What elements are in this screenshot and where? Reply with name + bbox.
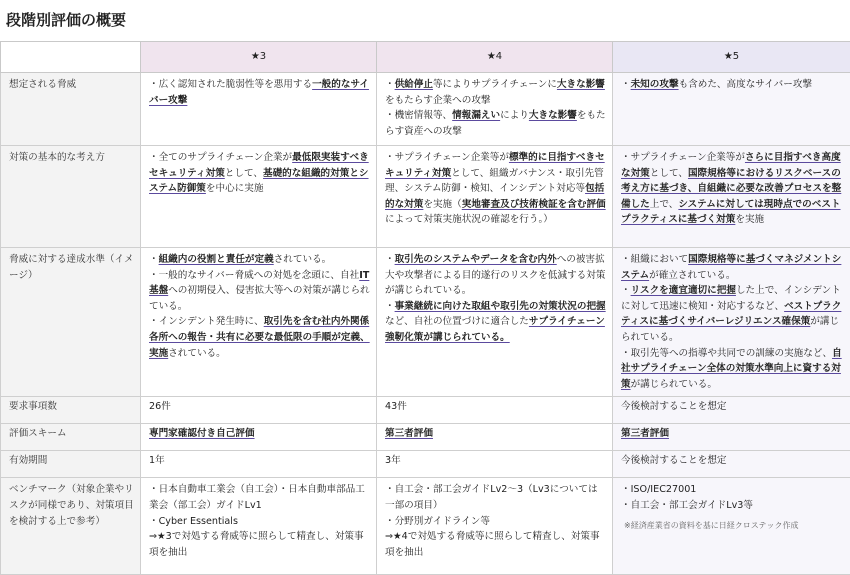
cell-star3 xyxy=(141,248,377,397)
emphasis-text: 自社サプライチェーン全体の対策水準向上に資する対策 xyxy=(621,348,842,390)
row-label: ベンチマーク（対象企業やリスクが同様であり、対策項目を検討する上で参考） xyxy=(1,478,141,575)
evaluation-table xyxy=(0,41,850,575)
cell-line: 43件 xyxy=(385,399,606,415)
row-label: 想定される脅威 xyxy=(1,73,141,146)
cell-line: ・サプライチェーン企業等がさらに目指すべき高度な対策として、国際規格等におけるリスクベースの考え方に基づき、自組織に必要な改善プロセスを整備した上で、システムに対しては現時点でのベストプラクティスに基づく対策を実施 xyxy=(621,150,844,228)
emphasis-text: 標準的に目指すべきセキュリティ対策 xyxy=(385,152,605,179)
cell-star5 xyxy=(613,248,850,397)
cell-star4 xyxy=(377,73,613,146)
cell-line: ・分野別ガイドライン等 xyxy=(385,514,606,530)
cell-line: 3年 xyxy=(385,453,606,469)
cell-line: 1年 xyxy=(149,453,370,469)
cell-star3 xyxy=(141,424,377,451)
table-row xyxy=(1,451,850,478)
cell-line xyxy=(385,426,606,442)
header-star3: ★3 xyxy=(141,42,377,73)
cell-line: ・自工会・部工会ガイドLv3等 xyxy=(621,498,844,514)
cell-line: ・自工会・部工会ガイドLv2～3（Lv3については一部の項目） xyxy=(385,482,606,513)
cell-star5 xyxy=(613,424,850,451)
emphasis-text: 国際規格等におけるリスクベースの考え方に基づき、自組織に必要な改善プロセスを整備した xyxy=(621,168,841,210)
cell-star3 xyxy=(141,397,377,424)
cell-star4 xyxy=(377,248,613,397)
cell-line xyxy=(149,426,370,442)
emphasis-text: システムに対しては現時点でのベストプラクティスに基づく対策 xyxy=(621,199,841,226)
cell-line: ・取引先のシステムやデータを含む内外への被害拡大や攻撃者による目的遂行のリスクを低減する対策が講じられている。 xyxy=(385,252,606,299)
header-row xyxy=(1,42,850,73)
row-label: 脅威に対する達成水準（イメージ） xyxy=(1,248,141,397)
cell-line: ⇒★4で対処する脅威等に照らして精査し、対策事項を抽出 xyxy=(385,529,606,560)
emphasis-text: リスクを適宜適切に把握 xyxy=(631,285,736,296)
row-label: 有効期間 xyxy=(1,451,141,478)
cell-star5 xyxy=(613,146,850,248)
source-footnote: ※経済産業省の資料を基に日経クロステック作成 xyxy=(624,520,799,531)
header-star4: ★4 xyxy=(377,42,613,73)
cell-star4 xyxy=(377,478,613,575)
cell-line: ・Cyber Essentials xyxy=(149,514,370,530)
emphasis-text: 組織内の役割と責任が定義 xyxy=(159,254,274,265)
cell-star4 xyxy=(377,424,613,451)
cell-line xyxy=(621,426,844,442)
emphasis-text: 事業継続に向けた取組や取引先の対策状況の把握 xyxy=(395,301,606,312)
header-corner xyxy=(1,42,141,73)
emphasis-text: 国際規格等に基づくマネジメントシステム xyxy=(621,254,841,281)
emphasis-text: サプライチェーン強靭化策が講じられている。 xyxy=(385,316,605,343)
cell-line: ・一般的なサイバー脅威への対処を念頭に、自社IT基盤への初期侵入、侵害拡大等への対策が講じられている。 xyxy=(149,268,370,315)
emphasis-text: 情報漏えい xyxy=(452,110,500,121)
cell-line: ・取引先等への指導や共同での訓練の実施など、自社サプライチェーン全体の対策水準向上に資する対策が講じられている。 xyxy=(621,346,844,393)
cell-line: ・機密情報等、情報漏えいにより大きな影響をもたらす資産への攻撃 xyxy=(385,108,606,139)
emphasis-text: 第三者評価 xyxy=(385,428,433,439)
cell-star3 xyxy=(141,146,377,248)
cell-line: ・供給停止等によりサプライチェーンに大きな影響をもたらす企業への攻撃 xyxy=(385,77,606,108)
emphasis-text: 未知の攻撃 xyxy=(631,79,679,90)
table-row xyxy=(1,397,850,424)
emphasis-text: ベストプラクティスに基づくサイバーレジリエンス確保策 xyxy=(621,301,841,328)
emphasis-text: 大きな影響 xyxy=(529,110,577,121)
emphasis-text: 第三者評価 xyxy=(621,428,669,439)
cell-line: 今後検討することを想定 xyxy=(621,453,844,469)
cell-line: ・未知の攻撃も含めた、高度なサイバー攻撃 xyxy=(621,77,844,93)
cell-star4 xyxy=(377,397,613,424)
table-row xyxy=(1,248,850,397)
emphasis-text: 基礎的な組織的対策とシステム防御策 xyxy=(149,168,369,195)
cell-line: ・日本自動車工業会（自工会）・日本自動車部品工業会（部工会）ガイドLv1 xyxy=(149,482,370,513)
cell-star3 xyxy=(141,478,377,575)
cell-star4 xyxy=(377,146,613,248)
cell-line: ・インシデント発生時に、取引先を含む社内外関係各所への報告・共有に必要な最低限の手順が定義、実施されている。 xyxy=(149,314,370,361)
emphasis-text: 専門家確認付き自己評価 xyxy=(149,428,255,439)
row-label: 対策の基本的な考え方 xyxy=(1,146,141,248)
emphasis-text: 取引先のシステムやデータを含む内外 xyxy=(395,254,557,265)
cell-line: ・組織において国際規格等に基づくマネジメントシステムが確立されている。 xyxy=(621,252,844,283)
cell-line: ・サプライチェーン企業等が標準的に目指すべきセキュリティ対策として、組織ガバナンス・取引先管理、システム防御・検知、インシデント対応等包括的な対策を実施（実地審査及び技術検証を含む評価によって対策実施状況の確認を行う。） xyxy=(385,150,606,228)
table-row xyxy=(1,424,850,451)
row-label: 評価スキーム xyxy=(1,424,141,451)
cell-line: ・広く認知された脆弱性等を悪用する一般的なサイバー攻撃 xyxy=(149,77,370,108)
cell-star4 xyxy=(377,451,613,478)
cell-line: ・組織内の役割と責任が定義されている。 xyxy=(149,252,370,268)
emphasis-text: 包括的な対策 xyxy=(385,183,604,210)
cell-line: ⇒★3で対処する脅威等に照らして精査し、対策事項を抽出 xyxy=(149,529,370,560)
emphasis-text: IT基盤 xyxy=(149,270,369,297)
cell-star5 xyxy=(613,73,850,146)
row-label: 要求事項数 xyxy=(1,397,141,424)
page-title: 段階別評価の概要 xyxy=(6,9,126,30)
cell-line: ・全てのサプライチェーン企業が最低限実装すべきセキュリティ対策として、基礎的な組織的対策とシステム防御策を中心に実施 xyxy=(149,150,370,197)
header-star5: ★5 xyxy=(613,42,850,73)
cell-star5 xyxy=(613,397,850,424)
cell-line: 今後検討することを想定 xyxy=(621,399,844,415)
cell-star5 xyxy=(613,451,850,478)
cell-star3 xyxy=(141,73,377,146)
emphasis-text: 実地審査及び技術検証を含む評価 xyxy=(462,199,606,210)
table-row xyxy=(1,146,850,248)
cell-line: ・事業継続に向けた取組や取引先の対策状況の把握など、自社の位置づけに適合したサプライチェーン強靭化策が講じられている。 xyxy=(385,299,606,346)
emphasis-text: 一般的なサイバー攻撃 xyxy=(149,79,369,106)
cell-star3 xyxy=(141,451,377,478)
emphasis-text: 最低限実装すべきセキュリティ対策 xyxy=(149,152,369,179)
cell-line: ・リスクを適宜適切に把握した上で、インシデントに対して迅速に検知・対応するなど、ベストプラクティスに基づくサイバーレジリエンス確保策が講じられている。 xyxy=(621,283,844,345)
table-row xyxy=(1,73,850,146)
emphasis-text: 取引先を含む社内外関係各所への報告・共有に必要な最低限の手順が定義、実施 xyxy=(149,316,370,358)
cell-line: ・ISO/IEC27001 xyxy=(621,482,844,498)
emphasis-text: さらに目指すべき高度な対策 xyxy=(621,152,841,179)
emphasis-text: 供給停止 xyxy=(395,79,433,90)
emphasis-text: 大きな影響 xyxy=(557,79,605,90)
cell-line: 26件 xyxy=(149,399,370,415)
